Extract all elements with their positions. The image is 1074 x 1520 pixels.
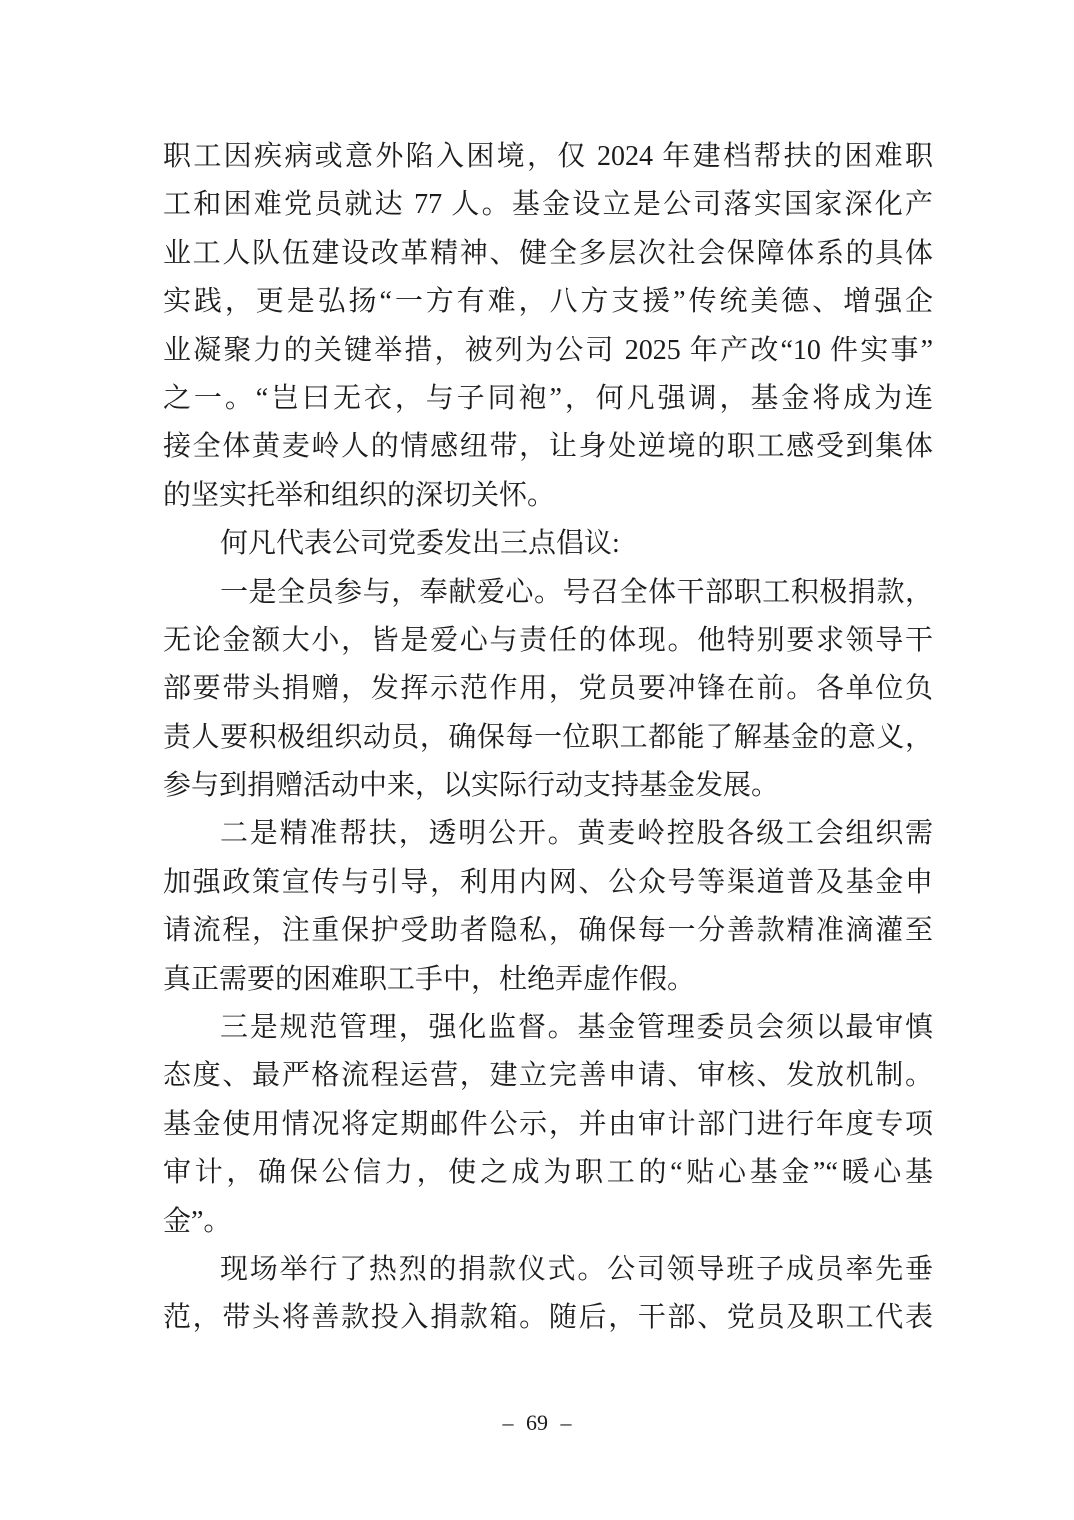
text-line: 工和困难党员就达 77 人。基金设立是公司落实国家深化产 [163,189,933,221]
text-line: 基金使用情况将定期邮件公示，并由审计部门进行年度专项 [163,1108,933,1140]
text-line: 的坚实托举和组织的深切关怀。 [163,479,556,511]
text-line: 二是精准帮扶，透明公开。黄麦岭控股各级工会组织需 [220,818,933,850]
text-line: 现场举行了热烈的捐款仪式。公司领导班子成员率先垂 [220,1253,933,1285]
text-line: 参与到捐赠活动中来，以实际行动支持基金发展。 [163,770,780,802]
text-line: 职工因疾病或意外陷入困境，仅 2024 年建档帮扶的困难职 [163,141,933,172]
text-line: 请流程，注重保护受助者隐私，确保每一分善款精准滴灌至 [163,915,933,947]
text-line: 责人要积极组织动员，确保每一位职工都能了解基金的意义， [163,721,933,753]
text-line: 加强政策宣传与引导，利用内网、公众号等渠道普及基金申 [163,866,933,898]
text-line: 业凝聚力的关键举措，被列为公司 2025 年产改“10 件实事” [163,334,933,366]
text-line: 真正需要的困难职工手中，杜绝弄虚作假。 [163,963,696,995]
text-line: 无论金额大小，皆是爱心与责任的体现。他特别要求领导干 [163,624,933,656]
page-number: – 69 – [502,1410,572,1435]
text-line: 一是全员参与，奉献爱心。号召全体干部职工积极捐款， [220,576,933,608]
text-line: 业工人队伍建设改革精神、健全多层次社会保障体系的具体 [163,237,933,269]
text-line: 审计，确保公信力，使之成为职工的“贴心基金”“暖心基 [163,1157,933,1189]
text-line: 态度、最严格流程运营，建立完善申请、审核、发放机制。 [163,1060,933,1092]
text-line: 部要带头捐赠，发挥示范作用，党员要冲锋在前。各单位负 [163,673,933,705]
body-text [163,133,933,1343]
text-line: 范，带头将善款投入捐款箱。随后，干部、党员及职工代表 [163,1302,933,1334]
text-line: 接全体黄麦岭人的情感纽带，让身处逆境的职工感受到集体 [163,431,933,463]
text-line: 三是规范管理，强化监督。基金管理委员会须以最审慎 [220,1012,933,1044]
text-line: 何凡代表公司党委发出三点倡议: [220,528,620,560]
text-line: 实践，更是弘扬“一方有难，八方支援”传统美德、增强企 [163,286,933,318]
text-line: 金”。 [163,1205,232,1237]
text-line: 之一。“岂曰无衣，与子同袍”，何凡强调，基金将成为连 [163,382,933,414]
